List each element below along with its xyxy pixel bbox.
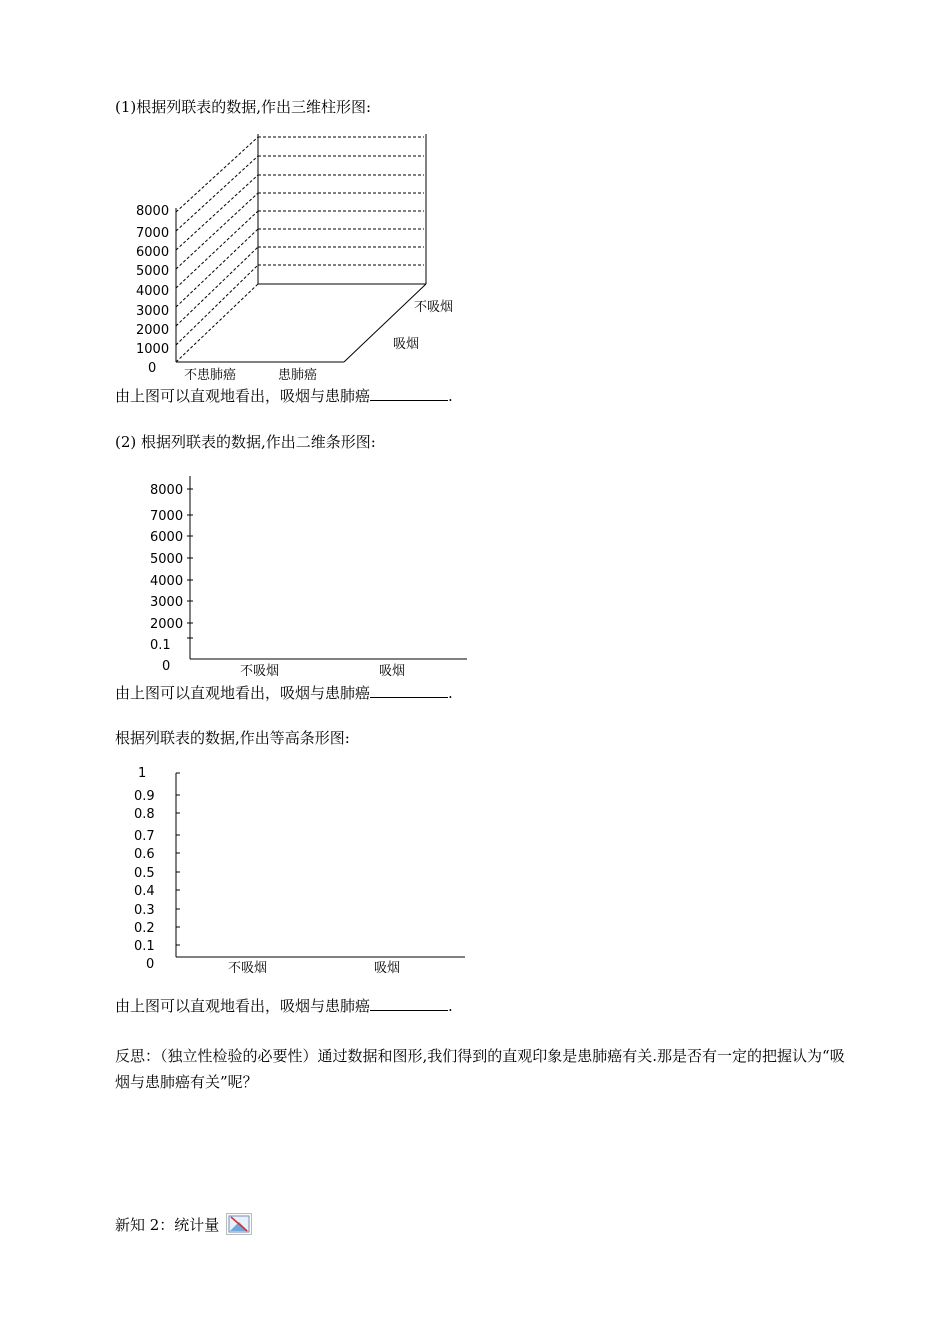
tick-label: 1 (138, 766, 147, 781)
tick-label: 0.8 (134, 807, 155, 822)
new-knowledge-heading: 新知 2：统计量 (115, 1216, 220, 1234)
answer-blank[interactable] (370, 386, 448, 401)
answer-blank[interactable] (370, 996, 448, 1011)
tick-label: 0.4 (134, 884, 155, 899)
z-label-smoker: 吸烟 (393, 337, 420, 352)
tick-label: 8000 (136, 204, 170, 219)
x-label-smoker: 吸烟 (374, 961, 401, 976)
tick-label: 3000 (150, 595, 184, 610)
tick-label: 0.2 (134, 921, 155, 936)
x-label-cancer: 患肺癌 (278, 368, 318, 383)
z-label-non-smoker: 不吸烟 (414, 300, 454, 315)
section3-conclusion: 由上图可以直观地看出，吸烟与患肺癌 . (115, 997, 453, 1015)
tick-label: 0.3 (134, 903, 155, 918)
tick-label: 0.9 (134, 789, 155, 804)
section3-heading: 根据列联表的数据,作出等高条形图: (115, 729, 350, 747)
tick-label: 0.5 (134, 866, 155, 881)
tick-label: 0.1 (134, 939, 155, 954)
tick-label: 0.7 (134, 829, 155, 844)
x-label-smoker: 吸烟 (379, 664, 406, 679)
tick-label: 7000 (150, 509, 184, 524)
tick-label: 2000 (150, 617, 184, 632)
tick-label: 0.1 (150, 638, 171, 653)
section1-heading: (1)根据列联表的数据,作出三维柱形图: (115, 98, 372, 116)
tick-label: 1000 (136, 342, 170, 357)
tick-label: 0 (148, 361, 157, 376)
tick-label: 4000 (136, 284, 170, 299)
x-label-non-smoker: 不吸烟 (240, 664, 280, 679)
tick-label: 3000 (136, 304, 170, 319)
tick-label: 6000 (150, 530, 184, 545)
answer-blank[interactable] (370, 683, 448, 698)
section2-conclusion: 由上图可以直观地看出，吸烟与患肺癌 . (115, 684, 453, 702)
x-label-non-smoker: 不吸烟 (228, 961, 268, 976)
section1-conclusion: 由上图可以直观地看出，吸烟与患肺癌 . (115, 387, 453, 405)
tick-label: 7000 (136, 226, 170, 241)
tick-label: 6000 (136, 245, 170, 260)
section2-heading: (2) 根据列联表的数据,作出二维条形图: (115, 433, 376, 451)
tick-label: 2000 (136, 323, 170, 338)
x-label-no-cancer: 不患肺癌 (184, 368, 237, 383)
chart-3d (176, 134, 426, 362)
broken-image-icon (226, 1213, 252, 1235)
tick-label: 0 (162, 659, 171, 674)
chart-equal-height (176, 773, 465, 957)
tick-label: 4000 (150, 574, 184, 589)
tick-label: 0.6 (134, 847, 155, 862)
tick-label: 5000 (150, 552, 184, 567)
tick-label: 5000 (136, 264, 170, 279)
reflection-paragraph: 反思：（独立性检验的必要性）通过数据和图形,我们得到的直观印象是患肺癌有关.那是否有一定的把握认为“吸烟与患肺癌有关”呢？ (115, 1047, 845, 1091)
tick-label: 8000 (150, 483, 184, 498)
tick-label: 0 (146, 957, 155, 972)
chart-2d (187, 476, 467, 659)
